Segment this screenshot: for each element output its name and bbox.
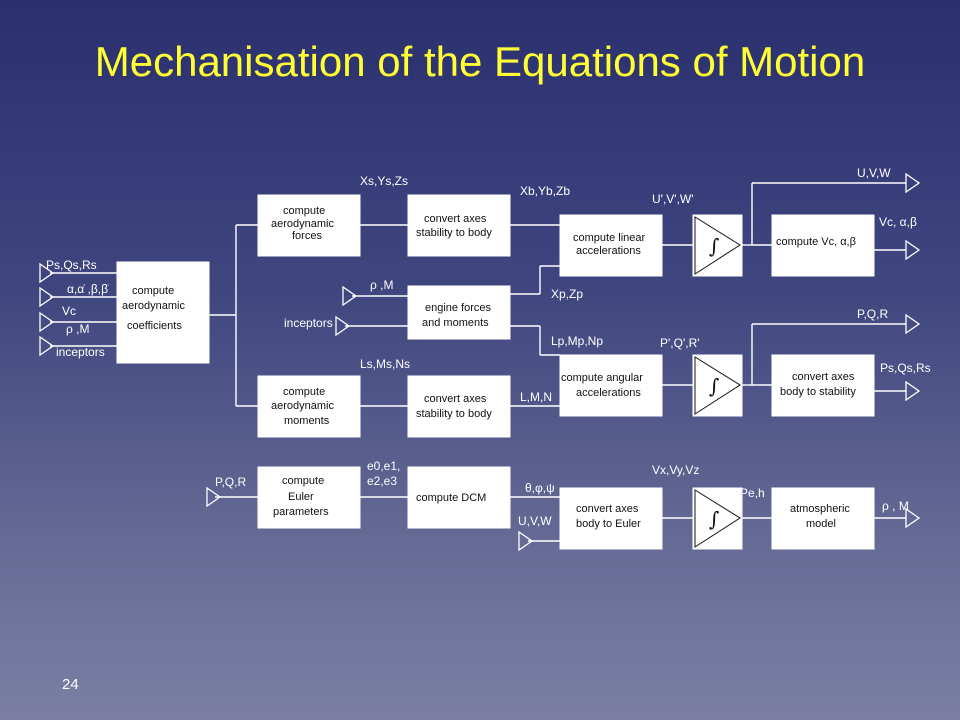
signal-label: Pn,Pe,h — [722, 486, 765, 500]
block-text: compute angular — [561, 372, 643, 384]
block-aero-moments — [258, 376, 360, 437]
block-body-to-euler — [560, 488, 662, 549]
block-text: and moments — [422, 317, 489, 329]
signal-label: P,Q,R — [857, 307, 889, 321]
signal-label: P',Q',R' — [660, 336, 700, 350]
slide-number: 24 — [62, 676, 79, 693]
signal-label: α,α̇ ,β,β̇ — [67, 282, 109, 296]
signal-label: ρ , M — [882, 499, 909, 513]
signal-label: P,Q,R — [215, 475, 247, 489]
block-text: convert axes — [576, 503, 639, 515]
block-text: stability to body — [416, 408, 492, 420]
signal-label: e0,e1, — [367, 459, 401, 473]
signal-label: ρ ,M — [66, 322, 90, 336]
signal-label: e2,e3 — [367, 474, 398, 488]
block-linear-accelerations — [560, 215, 662, 276]
integrator-linear — [693, 215, 742, 276]
block-compute-dcm — [408, 467, 510, 528]
block-text: convert axes — [424, 393, 487, 405]
block-text: compute linear — [573, 232, 646, 244]
signal-label: ρ ,M — [370, 278, 394, 292]
block-angular-accelerations — [560, 355, 662, 416]
signal-label: Vx,Vy,Vz — [652, 463, 700, 477]
block-atmospheric-model — [772, 488, 874, 549]
signal-label: Lp,Mp,Np — [551, 334, 604, 348]
signal-label: θ,φ,ψ — [525, 481, 555, 495]
block-text: convert axes — [424, 213, 487, 225]
block-text: compute — [132, 285, 175, 297]
signal-label: Vc — [62, 304, 77, 318]
block-text: compute — [282, 475, 325, 487]
signal-label: U,V,W — [857, 166, 891, 180]
block-text: forces — [292, 230, 322, 242]
block-text: aerodynamic — [271, 400, 334, 412]
block-aero-coefficients — [117, 262, 209, 363]
block-text: parameters — [273, 506, 329, 518]
signal-label: Ps,Qs,Rs — [46, 258, 97, 272]
integrator-angular — [693, 355, 742, 416]
signal-label: Xp,Zp — [551, 287, 584, 301]
signal-label: Xs,Ys,Zs — [360, 174, 409, 188]
block-euler-parameters — [258, 467, 360, 528]
integral-symbol: ∫ — [709, 234, 720, 258]
page-title: Mechanisation of the Equations of Motion — [94, 38, 866, 85]
block-text: Euler — [288, 491, 314, 503]
block-text: stability to body — [416, 227, 492, 239]
block-text: body to Euler — [576, 518, 641, 530]
block-text: aerodynamic — [271, 218, 334, 230]
block-body-to-stability — [772, 355, 874, 416]
signal-label: U',V',W' — [652, 192, 694, 206]
signal-label: Vc, α,β — [879, 215, 917, 229]
block-text: compute DCM — [416, 492, 487, 504]
block-engine — [408, 286, 510, 339]
block-text: engine forces — [425, 302, 492, 314]
block-aero-forces — [258, 195, 360, 256]
signal-label: Ps,Qs,Rs — [880, 361, 931, 375]
block-compute-vc — [772, 215, 874, 276]
block-convert-moments — [408, 376, 510, 437]
block-text: moments — [284, 415, 330, 427]
block-text: body to stability — [780, 386, 856, 398]
signal-label: U,V,W — [518, 514, 552, 528]
block-text: compute — [283, 386, 326, 398]
block-convert-forces — [408, 195, 510, 256]
signal-label: Xb,Yb,Zb — [520, 184, 571, 198]
block-text: aerodynamic — [122, 300, 185, 312]
signal-label: inceptors — [56, 345, 105, 359]
block-text: compute Vc, α,β — [776, 236, 856, 248]
block-text: model — [806, 518, 836, 530]
block-text: compute — [283, 205, 326, 217]
integral-symbol: ∫ — [709, 374, 720, 398]
signal-label: Ls,Ms,Ns — [360, 357, 411, 371]
block-text: accelerations — [576, 387, 641, 399]
integral-symbol: ∫ — [709, 507, 720, 531]
block-text: atmospheric — [790, 503, 850, 515]
block-text: accelerations — [576, 245, 641, 257]
block-text: coefficients — [127, 320, 182, 332]
signal-label: L,M,N — [520, 390, 553, 404]
signal-label: inceptors — [284, 316, 333, 330]
block-text: convert axes — [792, 371, 855, 383]
